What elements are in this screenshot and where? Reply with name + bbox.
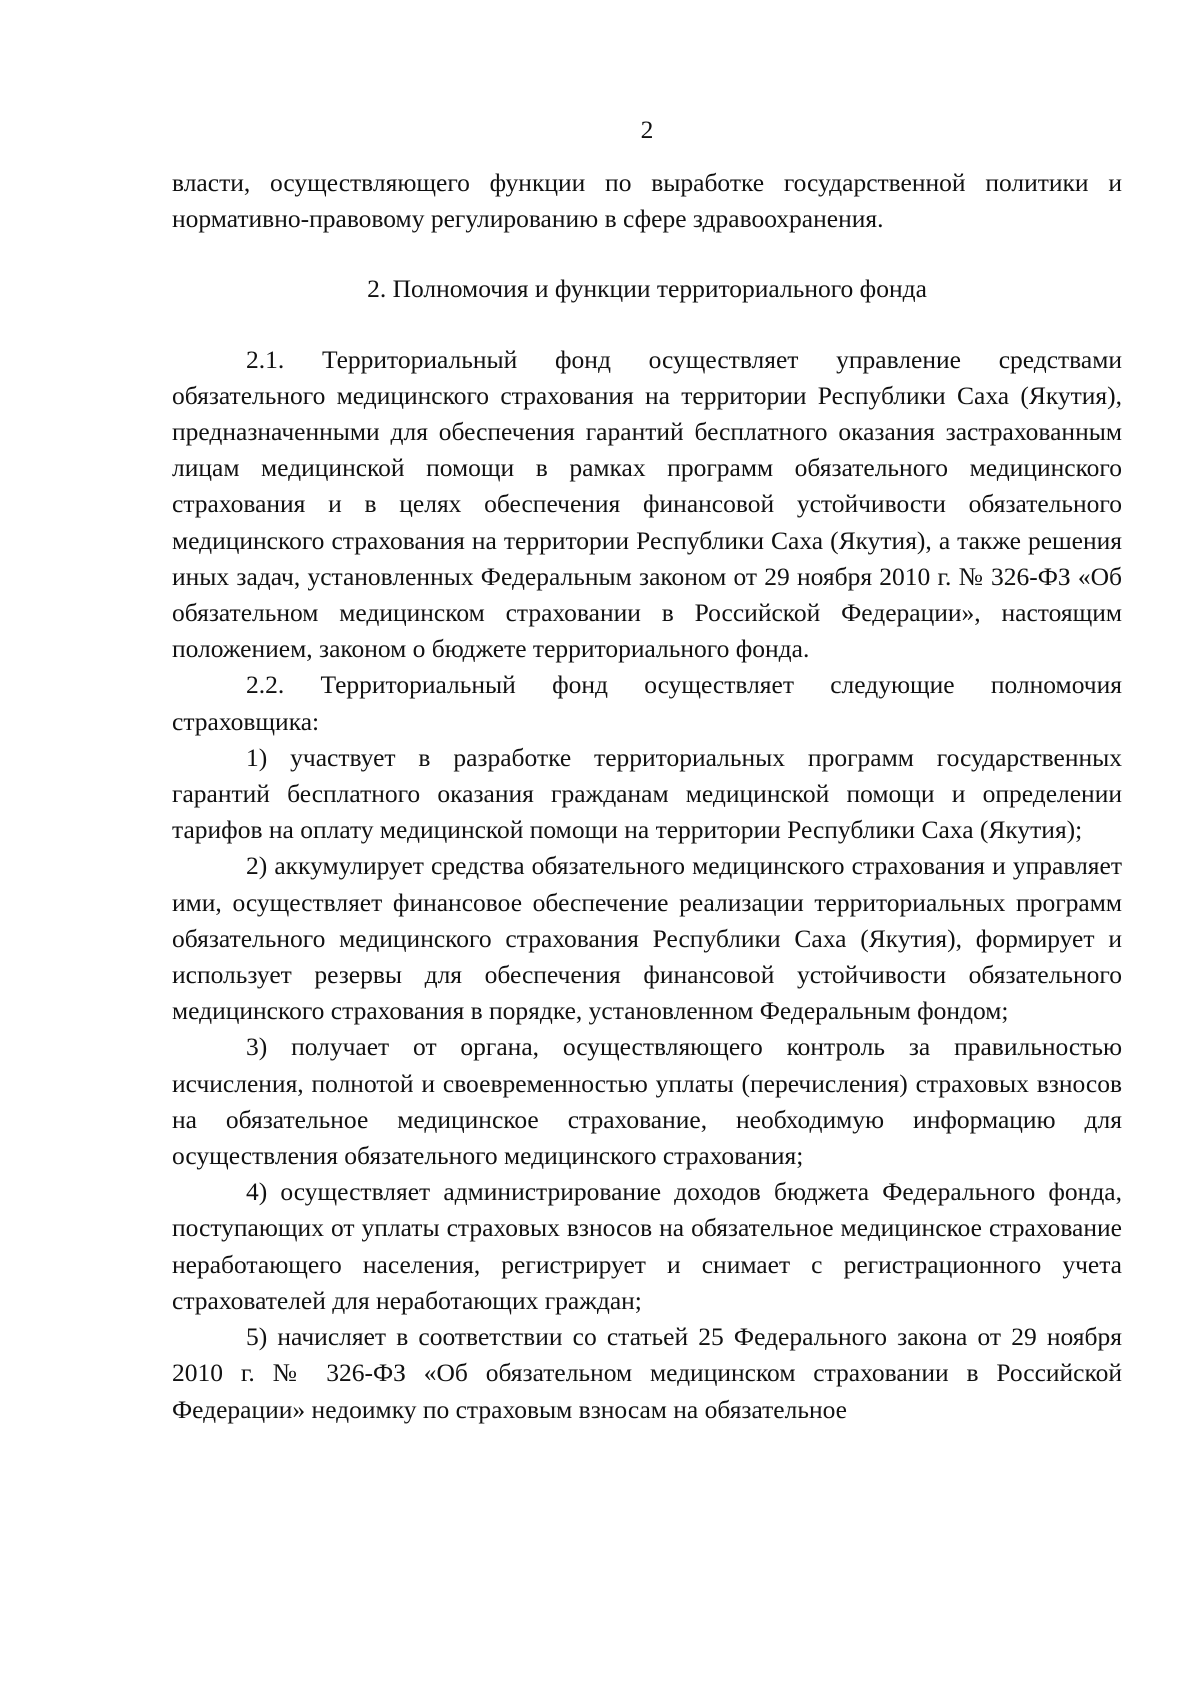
list-item-2: 2) аккумулирует средства обязательного медицинского страхования и управляет ими, осуществляет финансовое обеспечение реализации территориальных программ обязательного медицинского страхования Республики Саха (Якутия), формирует и использует резервы для обеспечения финансовой устойчивости обязательного медицинского страхования в порядке, установленном Федеральным фондом; <box>172 851 1122 1026</box>
list-item-5: 5) начисляет в соответствии со статьей 25 Федерального закона от 29 ноября 2010 г. № 326-ФЗ «Об обязательном медицинском страховании в Российской Федерации» недоимку по страховым взносам на обязательное <box>172 1322 1122 1424</box>
list-item-4: 4) осуществляет администрирование доходов бюджета Федерального фонда, поступающих от уплаты страховых взносов на обязательное медицинское страхование неработающего населения, регистрирует и снимает с регистрационного учета страхователей для неработающих граждан; <box>172 1177 1122 1315</box>
page-number: 2 <box>640 115 654 144</box>
document-body <box>172 165 1122 1428</box>
section-heading: 2. Полномочия и функции территориального фонда <box>367 274 927 304</box>
list-item-1: 1) участвует в разработке территориальных программ государственных гарантий бесплатного оказания гражданам медицинской помощи и определении тарифов на оплату медицинской помощи на территории Республики Саха (Якутия); <box>172 742 1122 845</box>
list-item-3: 3) получает от органа, осуществляющего контроль за правильностью исчисления, полнотой и своевременностью уплаты (перечисления) страховых взносов на обязательное медицинское страхование, необходимую информацию для осуществления обязательного медицинского страхования; <box>172 1032 1122 1171</box>
paragraph-continuation: власти, осуществляющего функции по выработке государственной политики и нормативно-правовому регулированию в сфере здравоохранения. <box>172 168 1122 234</box>
paragraph-2-1: 2.1. Территориальный фонд осуществляет управление средствами обязательного медицинского страхования на территории Республики Саха (Якутия), предназначенными для обеспечения гарантий бесплатного оказания застрахованным лицам медицинской помощи в рамках программ обязательного медицинского страхования и в целях обеспечения финансовой устойчивости обязательного медицинского страхования на территории Республики Саха (Якутия), а также решения иных задач, установленных Федеральным законом от 29 ноября 2010 г. № 326-ФЗ «Об обязательном медицинском страховании в Российской Федерации», настоящим положением, законом о бюджете территориального фонда. <box>172 344 1122 664</box>
paragraph-2-2: 2.2. Территориальный фонд осуществляет следующие полномочия страховщика: <box>172 670 1122 736</box>
